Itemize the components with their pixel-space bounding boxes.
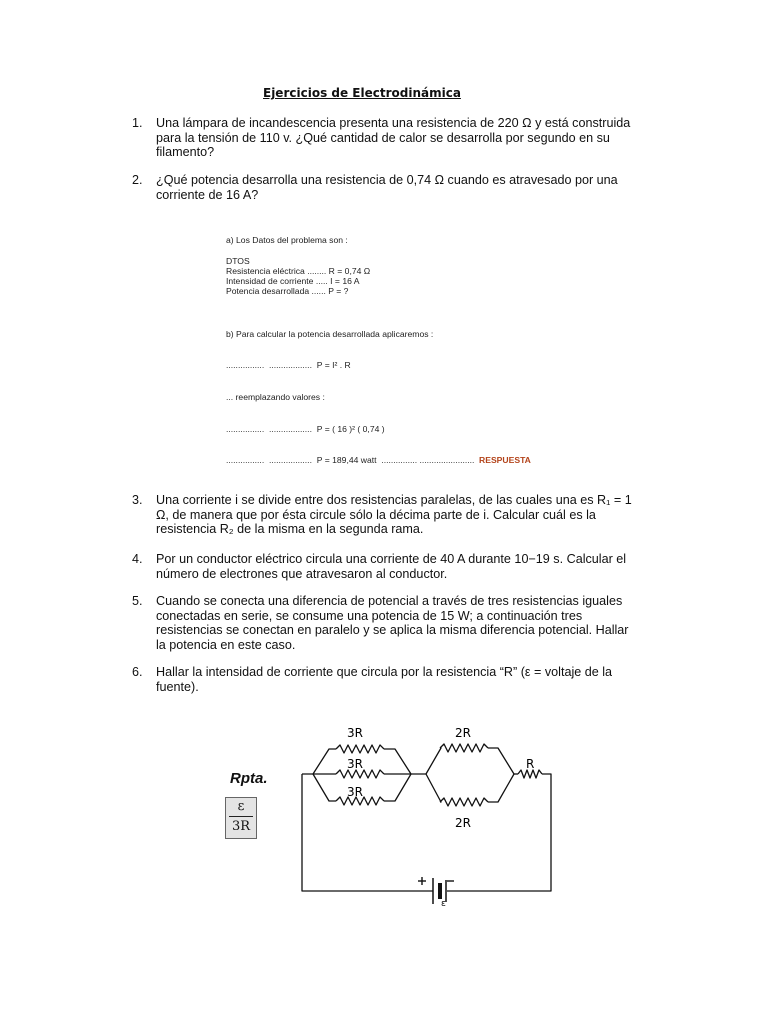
- label-2r-bottom: 2R: [455, 816, 471, 830]
- solution-dtos: DTOS: [226, 256, 250, 266]
- solution-formula: ................ .................. P = I² . R: [226, 360, 351, 370]
- problem-text: Cuando se conecta una diferencia de potencial a través de tres resistencias iguales conectadas en serie, se consume una potencia de 15 W; a continuación tres resistencias se conectan en paralelo y se aplica la misma diferencia potencial. Hallar la potencia en este caso.: [156, 594, 629, 652]
- problem-number: 1.: [132, 116, 143, 130]
- resistor-2r-bottom: [440, 798, 488, 806]
- solution-replace: ... reemplazando valores :: [226, 392, 325, 402]
- solution-data-row: Resistencia eléctrica ........ R = 0,74 Ω: [226, 266, 371, 276]
- problem-text: Hallar la intensidad de corriente que circula por la resistencia “R” (ε = voltaje de la fuente).: [156, 665, 613, 694]
- solution-result: ................ .................. P = 189,44 watt ............... .......................: [226, 455, 475, 465]
- problem-text: ¿Qué potencia desarrolla una resistencia de 0,74 Ω cuando es atravesado por una corriente de 16 A?: [156, 173, 618, 202]
- label-3r-bottom: 3R: [347, 785, 363, 799]
- solution-respuesta: RESPUESTA: [479, 455, 531, 465]
- answer-label: Rpta.: [230, 770, 268, 787]
- label-2r-top: 2R: [455, 726, 471, 740]
- problem-text: Por un conductor eléctrico circula una corriente de 40 A durante 10−19 s. Calcular el número de electrones que atravesaron al conductor.: [156, 552, 627, 581]
- solution-data-row: Intensidad de corriente ..... I = 16 A: [226, 276, 360, 286]
- answer-numerator: ε: [229, 798, 253, 817]
- resistor-3r-middle: [336, 770, 384, 778]
- problem-text: Una corriente i se divide entre dos resistencias paralelas, de las cuales una es R₁ = 1 Ω, de manera que por ésta circule sólo la décima parte de i. Calcular cuál es la resistencia R₂ de la misma en la segunda rama.: [156, 493, 632, 536]
- label-epsilon: ε: [441, 899, 446, 909]
- problem-number: 4.: [132, 552, 143, 566]
- label-3r-middle: 3R: [347, 757, 363, 771]
- answer-denominator: 3R: [231, 819, 251, 834]
- problem-number: 3.: [132, 493, 143, 507]
- solution-substitution: ................ .................. P = ( 16 )² ( 0,74 ): [226, 424, 385, 434]
- solution-data-row: Potencia desarrollada ...... P = ?: [226, 286, 349, 296]
- resistor-2r-top: [440, 744, 488, 752]
- problem-text: Una lámpara de incandescencia presenta una resistencia de 220 Ω y está construida para la tensión de 110 v. ¿Qué cantidad de calor se desarrolla por segundo en su filamento?: [156, 116, 631, 159]
- document-title: Ejercicios de Electrodinámica: [263, 86, 461, 100]
- solution-b-heading: b) Para calcular la potencia desarrollada aplicaremos :: [226, 329, 434, 339]
- problem-number: 2.: [132, 173, 143, 187]
- problem-number: 5.: [132, 594, 143, 608]
- resistor-3r-top: [336, 745, 384, 753]
- label-r: R: [526, 757, 535, 771]
- solution-a-heading: a) Los Datos del problema son :: [226, 235, 348, 245]
- label-3r-top: 3R: [347, 726, 363, 740]
- resistor-r: [518, 770, 542, 778]
- problem-number: 6.: [132, 665, 143, 679]
